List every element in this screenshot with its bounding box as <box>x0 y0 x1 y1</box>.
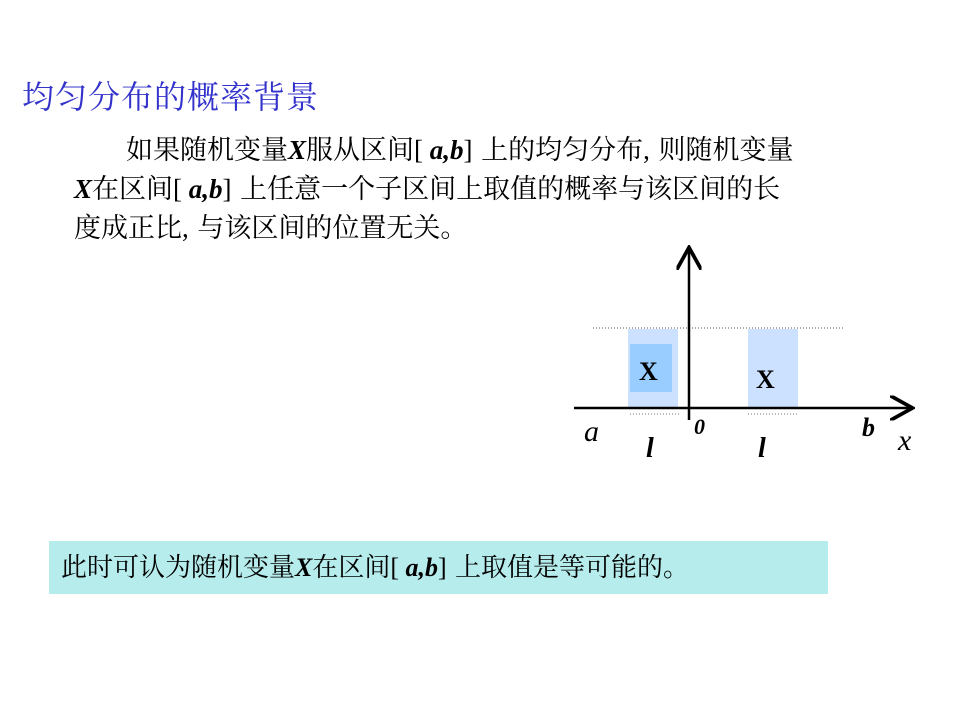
variable-x: X <box>74 174 93 204</box>
text-segment: 服从区间 <box>306 135 415 166</box>
label-l-right: l <box>758 433 766 464</box>
label-l-left: l <box>646 433 654 464</box>
text-segment: 上任意一个子区间上取值的概率与该区间的长 <box>231 174 781 205</box>
variable-x: X <box>295 553 313 582</box>
slide-title: 均匀分布的概率背景 <box>22 78 320 116</box>
comma: , <box>643 135 650 165</box>
text-segment: 与该区间的位置无关。 <box>188 213 468 244</box>
bracket-close: ] <box>222 174 232 204</box>
text-segment: 在区间 <box>92 174 174 205</box>
conclusion-box <box>49 541 828 594</box>
text-segment: 如果随机变量 <box>126 135 288 166</box>
x-label-in-left-rect: X <box>639 357 658 386</box>
interval-ab: a,b <box>429 135 464 165</box>
bracket-close: ] <box>438 553 447 582</box>
text-segment: 上的均匀分布 <box>472 135 644 166</box>
interval-ab: a,b <box>188 174 223 204</box>
label-zero: 0 <box>694 414 705 439</box>
text-segment: 则随机变量 <box>649 135 794 166</box>
bracket-open: [ <box>390 553 406 582</box>
text-segment: 上取值是等可能的。 <box>446 553 689 583</box>
label-x-axis: x <box>898 424 912 457</box>
text-segment: 度成正比 <box>74 213 182 244</box>
label-a: a <box>584 415 599 448</box>
bracket-open: [ <box>173 174 189 204</box>
uniform-distribution-diagram <box>560 240 940 480</box>
interval-ab: a,b <box>405 553 439 582</box>
variable-x: X <box>288 135 307 165</box>
paragraph-line-1 <box>74 131 919 170</box>
comma: , <box>182 213 189 243</box>
x-label-in-right-rect: X <box>756 365 775 394</box>
text-segment: 在区间 <box>312 553 391 583</box>
bracket-open: [ <box>414 135 430 165</box>
bracket-close: ] <box>463 135 473 165</box>
text-segment: 此时可认为随机变量 <box>61 553 296 583</box>
label-b: b <box>862 413 875 442</box>
description-paragraph <box>74 131 919 248</box>
diagram-svg <box>560 240 940 480</box>
paragraph-line-2 <box>74 170 919 209</box>
